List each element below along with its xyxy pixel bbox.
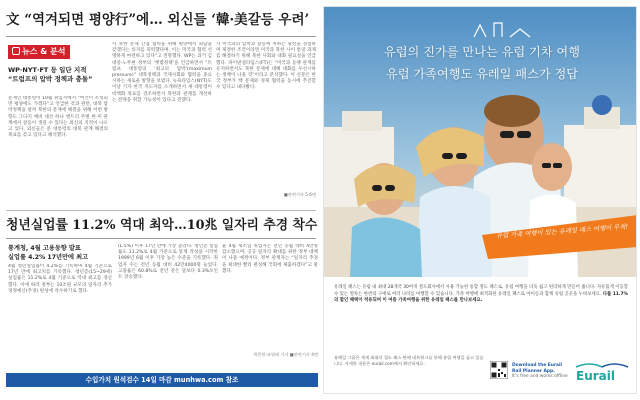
article2-byline: 박준한·조영래 기자 ■관련기사 4면 <box>253 352 318 357</box>
article1-headline: 文 “역겨되면 평양行”에… 외신들 ‘韓·美갈등 우려’ <box>6 12 310 28</box>
app-download[interactable] <box>512 363 568 380</box>
ad-body-text: 유레일 패스는 유럽 내 최대 28개국 30여개 철도회사에서 사용 가능한 통합 철도 패스로, 유럽 여행을 더욱 쉽고 편리하게 만들어 줍니다. 자유롭게 이동할 수 있는 열차는 한번의 구매로 여러 나라를 여행할 수 있습니다. 가족 여행에 최적화된 유레일 패스로 아이들과 함께 유럽 곳곳을 누벼보세요. <box>334 285 628 297</box>
ad-footer: 유레일 그룹은 세계 최대의 철도 패스 판매 네트워크를 통해 유럽 여행을 돕고 있습니다. 자세한 내용은 eurail.com에서 확인하세요. <box>334 355 484 366</box>
article1-body-col1: 문재인 대통령이 10월 취임사에서 “여건이 조성되면 평양에도 가겠다”고 언급한 것과 관련, 대북 압박정책을 펼쳐 북한의 문재에 해결을 위해 어떤 방향도 그다지 예비 대선 하나 엔트리 주변 한·미 관계에서 갈등이 생길 수 있다는 외신의 지적이 나오고 있다. 외신들은 문 대통령의 대북 관계 해결의 목표를 갖고 있다고 해석했다. <box>8 96 108 139</box>
eurail-logo-text: Eurail <box>576 369 615 383</box>
ad-banner-text: 유럽 가족 여행이 있는 유레일 패스 여행이 무척! <box>495 223 629 240</box>
article2-subhead-line: 실업률 4.2% 17년만에 최고 <box>8 254 89 261</box>
article1-body-col3: 사 미국과의 압박과 갈등에 처하는 당선을 경험하며 제정한 조건이라면 미국과 북한 사이 통일 과제를 해결하기 위해 북한 사회와 대화 필요성을 언급했다. 파이낸셜타임스(FT)는 “미국과 동맹 관계를 유지하면서도 북한 문제에 대해 대화를 우선시하는 정책이 나올 것”이라고 분석했다. 이 신문은 한국 정부가 핵 문제와 경제 협력을 동시에 추진할 수 있다고 내다봤다. <box>216 42 316 91</box>
ad-body-bold: 다를 11.7%의 할인 혜택이 적용되며 이 여름 가족여행을 위한 유레일 패스를 만나보세요. <box>334 291 628 304</box>
app-download-title: Download the Eurail Rail Planner App. <box>512 363 562 374</box>
article1-subhead-line: WP·NYT·FT 등 일단 지적 <box>8 66 87 74</box>
eurail-advertisement[interactable] <box>323 6 637 394</box>
article1-subhead <box>8 66 108 84</box>
article1-body-col2: 사 북한 문제 간접 협력을 위해 평양에서 회담을 갖겠다는 의지를 피력했다며, 이는 미국과 협력 선명하게 마련하고 있다”고 전망했다. WP는 과거 김대중·노무현 정부의 ‘햇볕정책’을 언급하면서 “트럼프 대통령의 ‘최고의 압박’(maximum pressure)” 대북정책과 국제사회와 협력을 중요시하는 새로운 방향을 보였다. 뉴욕타임스(NYT)도 이날 기자 한국 지도자를 소개하면서 새 대통령이 비핵화 목표를 강조하면서 북한과 관계를 개선하는 전략을 취할 가능성이 있다고 전했다. <box>112 42 212 103</box>
qr-code-icon[interactable] <box>490 361 508 379</box>
article1-subhead-line: “트럼프의 압박 정책과 충돌” <box>8 75 93 83</box>
ad-headline-line: 유럽의 진가를 만나는 유럽 기차 여행 <box>384 45 580 59</box>
section-badge <box>8 45 70 59</box>
section-label: 뉴스 & 분석 <box>22 47 66 56</box>
article1-byline: ■관련기사 5·6면 <box>283 192 316 197</box>
article2-subhead <box>8 244 112 262</box>
app-download-sub: It’s free and works offline <box>512 374 568 380</box>
article2-body-col3: 율 4월 제조업 취업자는 전년 동월 대비 4만명 감소했으며, 공공 일자리 확대를 위한 정부 대책이 나올 예정이다. 정부 관계자는 “일자리 추경을 최대한 빨리 편성해 국회에 제출하겠다”고 말했다. <box>222 244 318 274</box>
ad-body <box>334 285 628 305</box>
bottom-bar[interactable]: 수입가치 원석검수 14일 마감 munhwa.com 참조 <box>6 373 318 387</box>
article2-body-col2: (L.5%) 이후 17년 만에 가장 높았다. 청년층 실업률도 11.2%로 4월 기준으로 통계 작성을 시작한 1999년 6월 이후 가장 높은 수준을 기록했다. 취업자 수는 전년 동월 대비 42만4000명 늘었다. 고용률은 60.8%로 전년 같은 달보다 0.3%포인트 상승했다. <box>118 244 218 281</box>
news-icon <box>12 47 20 55</box>
article2-body-col1: 4월 청년실업률이 4.2%를 기록하며 4월 기준으로 17년 만에 최고치를 기록했다. 청년층(15~29세) 실업률은 11.2%로 4월 기준으로 역대 최고를 경신했다. 이에 따라 정부는 10조원 규모의 일자리 추가경정예산(추경) 편성에 착수하기로 했다. <box>8 264 112 294</box>
divider <box>6 210 316 211</box>
article2-headline: 청년실업률 11.2% 역대 최악…10兆 일자리 추경 착수 <box>6 218 318 233</box>
article2-subhead-line: 통계청, 4월 고용동향 발표 <box>8 245 81 252</box>
divider <box>6 36 316 37</box>
ad-text-area <box>324 277 637 394</box>
divider <box>6 238 316 239</box>
ad-headline-line: 유럽 가족여행도 유레일 패스가 정답 <box>385 67 579 81</box>
ad-headline <box>342 41 622 85</box>
